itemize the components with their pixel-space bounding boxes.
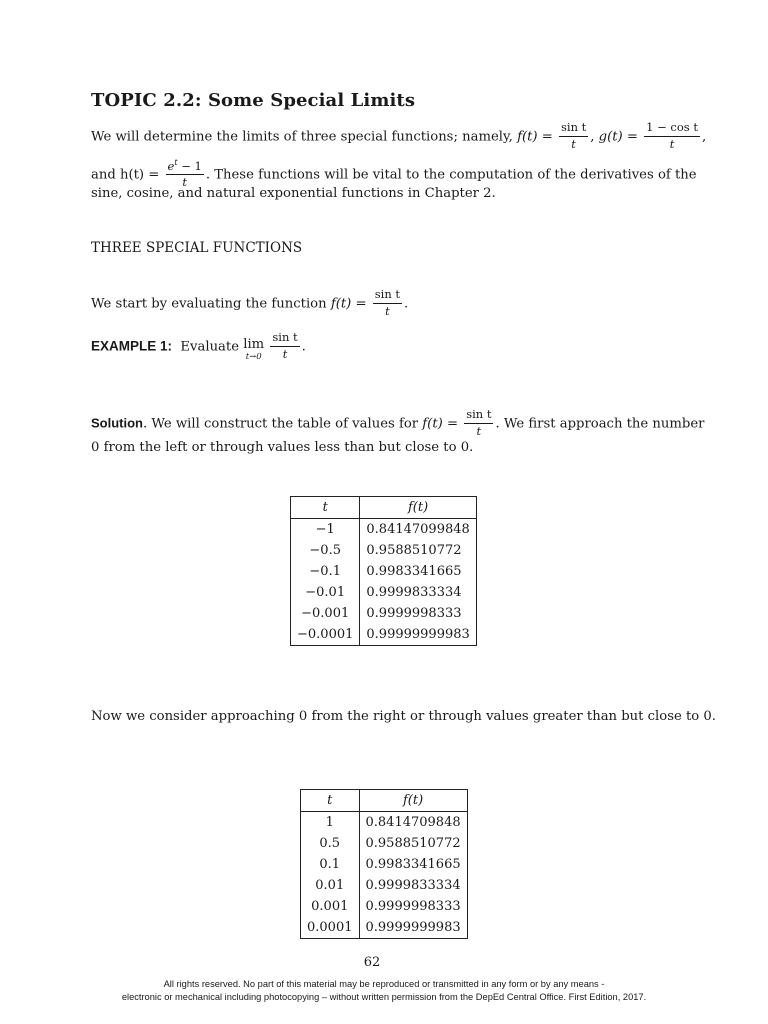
table-cell-t: 0.0001	[301, 917, 360, 939]
table-row	[301, 812, 468, 834]
table-row	[291, 582, 477, 603]
section-heading: THREE SPECIAL FUNCTIONS	[91, 240, 303, 256]
start-line	[91, 287, 409, 318]
fraction-denominator: t	[385, 303, 390, 318]
example-label: EXAMPLE 1:	[91, 338, 173, 354]
table-cell-t: −0.01	[291, 582, 360, 603]
table-row	[301, 854, 468, 875]
table-row	[291, 540, 477, 561]
fraction-numerator: sin t	[270, 332, 299, 347]
table-cell-t: −1	[291, 519, 360, 541]
f-definition: f(t) =	[517, 129, 553, 145]
sin-over-t-fraction	[559, 122, 588, 150]
table-cell-ft: 0.9588510772	[360, 540, 476, 561]
f-definition: f(t) =	[422, 416, 459, 432]
fraction-numerator: 1 − cos t	[644, 122, 700, 137]
table-row	[291, 561, 477, 582]
comma: ,	[701, 129, 707, 145]
table-row	[291, 603, 477, 624]
table-cell-t: −0.0001	[291, 624, 360, 646]
table-row	[301, 917, 468, 939]
page-number: 62	[363, 955, 381, 970]
fraction-numerator: sin t	[464, 409, 493, 424]
table-header-ft: f(t)	[359, 790, 467, 812]
table-row	[301, 833, 468, 854]
table-header-ft: f(t)	[360, 497, 476, 519]
copyright-line-2: electronic or mechanical including photocopying – without written permission from the DepEd Central Office. First Edition, 2017.	[121, 992, 647, 1002]
table-cell-ft: 0.99999999983	[360, 624, 476, 646]
table-row	[291, 624, 477, 646]
table-cell-ft: 0.9983341665	[359, 854, 467, 875]
fraction-numerator: sin t	[559, 122, 588, 137]
table-cell-t: 0.001	[301, 896, 360, 917]
comma: ,	[590, 129, 595, 145]
g-definition: g(t) =	[598, 129, 638, 145]
copyright-notice	[0, 978, 768, 1004]
solution-line-2: 0 from the left or through values less than but close to 0.	[91, 440, 474, 455]
table-cell-ft: 0.9588510772	[359, 833, 467, 854]
exp-base: e	[167, 158, 175, 173]
intro-text: We will determine the limits of three special functions; namely,	[91, 129, 513, 145]
period: .	[301, 339, 306, 355]
f-definition: f(t) =	[330, 296, 367, 312]
table-header-t: t	[291, 497, 360, 519]
fraction-denominator: t	[476, 423, 482, 438]
table-row	[291, 519, 477, 541]
fraction-denominator: t	[182, 175, 187, 190]
page-title: TOPIC 2.2: Some Special Limits	[91, 90, 416, 111]
values-table-right	[300, 789, 468, 939]
solution-label: Solution	[91, 415, 143, 431]
limit-operator	[243, 338, 264, 362]
table-header-t: t	[301, 790, 360, 812]
table-cell-t: 0.5	[301, 833, 360, 854]
intro-text-2: . These functions will be vital to the computation of the derivatives of the	[205, 167, 697, 183]
table-cell-ft: 0.84147099848	[360, 519, 476, 541]
sin-over-t-fraction	[373, 289, 402, 317]
one-minus-cos-over-t-fraction	[644, 122, 700, 150]
table-header-row	[291, 497, 477, 519]
sin-over-t-fraction	[270, 332, 299, 360]
sin-over-t-fraction	[464, 409, 493, 437]
start-text: We start by evaluating the function	[91, 296, 327, 312]
table-cell-t: 0.01	[301, 875, 360, 896]
lim-subscript: t→0	[245, 352, 262, 363]
fraction-denominator: t	[571, 136, 576, 151]
table-cell-t: 1	[301, 812, 360, 834]
intro-line-1	[91, 120, 707, 151]
table-cell-t: −0.1	[291, 561, 360, 582]
right-approach-text: Now we consider approaching 0 from the right or through values greater than but close to 0.	[91, 709, 716, 724]
table-cell-ft: 0.8414709848	[359, 812, 467, 834]
table-row	[301, 896, 468, 917]
fraction-denominator: t	[669, 136, 675, 151]
exp-rest: − 1	[177, 158, 202, 173]
table-cell-ft: 0.9999833334	[360, 582, 476, 603]
table-cell-ft: 0.9999999983	[359, 917, 467, 939]
table-cell-t: −0.001	[291, 603, 360, 624]
intro-line-3: sine, cosine, and natural exponential functions in Chapter 2.	[91, 186, 496, 201]
fraction-numerator	[166, 159, 204, 175]
fraction-numerator: sin t	[373, 289, 402, 304]
values-table-left	[290, 496, 477, 646]
example-text: Evaluate	[180, 339, 240, 355]
lim-text: lim	[243, 337, 265, 353]
table-header-row	[301, 790, 468, 812]
table-cell-ft: 0.9999998333	[359, 896, 467, 917]
table-cell-ft: 0.9983341665	[360, 561, 476, 582]
example-line	[91, 330, 306, 363]
solution-line-1	[91, 407, 705, 438]
h-definition: and h(t) =	[91, 167, 160, 183]
copyright-line-1: All rights reserved. No part of this material may be reproduced or transmitted in any form or by any means -	[163, 979, 605, 989]
exp-superscript: t	[174, 158, 178, 167]
solution-text-b: . We first approach the number	[495, 416, 705, 432]
period: .	[404, 296, 409, 312]
table-cell-t: −0.5	[291, 540, 360, 561]
table-cell-t: 0.1	[301, 854, 360, 875]
fraction-denominator: t	[282, 346, 288, 361]
table-row	[301, 875, 468, 896]
solution-text-a: . We will construct the table of values for	[143, 416, 419, 432]
table-cell-ft: 0.9999998333	[360, 603, 476, 624]
table-cell-ft: 0.9999833334	[359, 875, 467, 896]
